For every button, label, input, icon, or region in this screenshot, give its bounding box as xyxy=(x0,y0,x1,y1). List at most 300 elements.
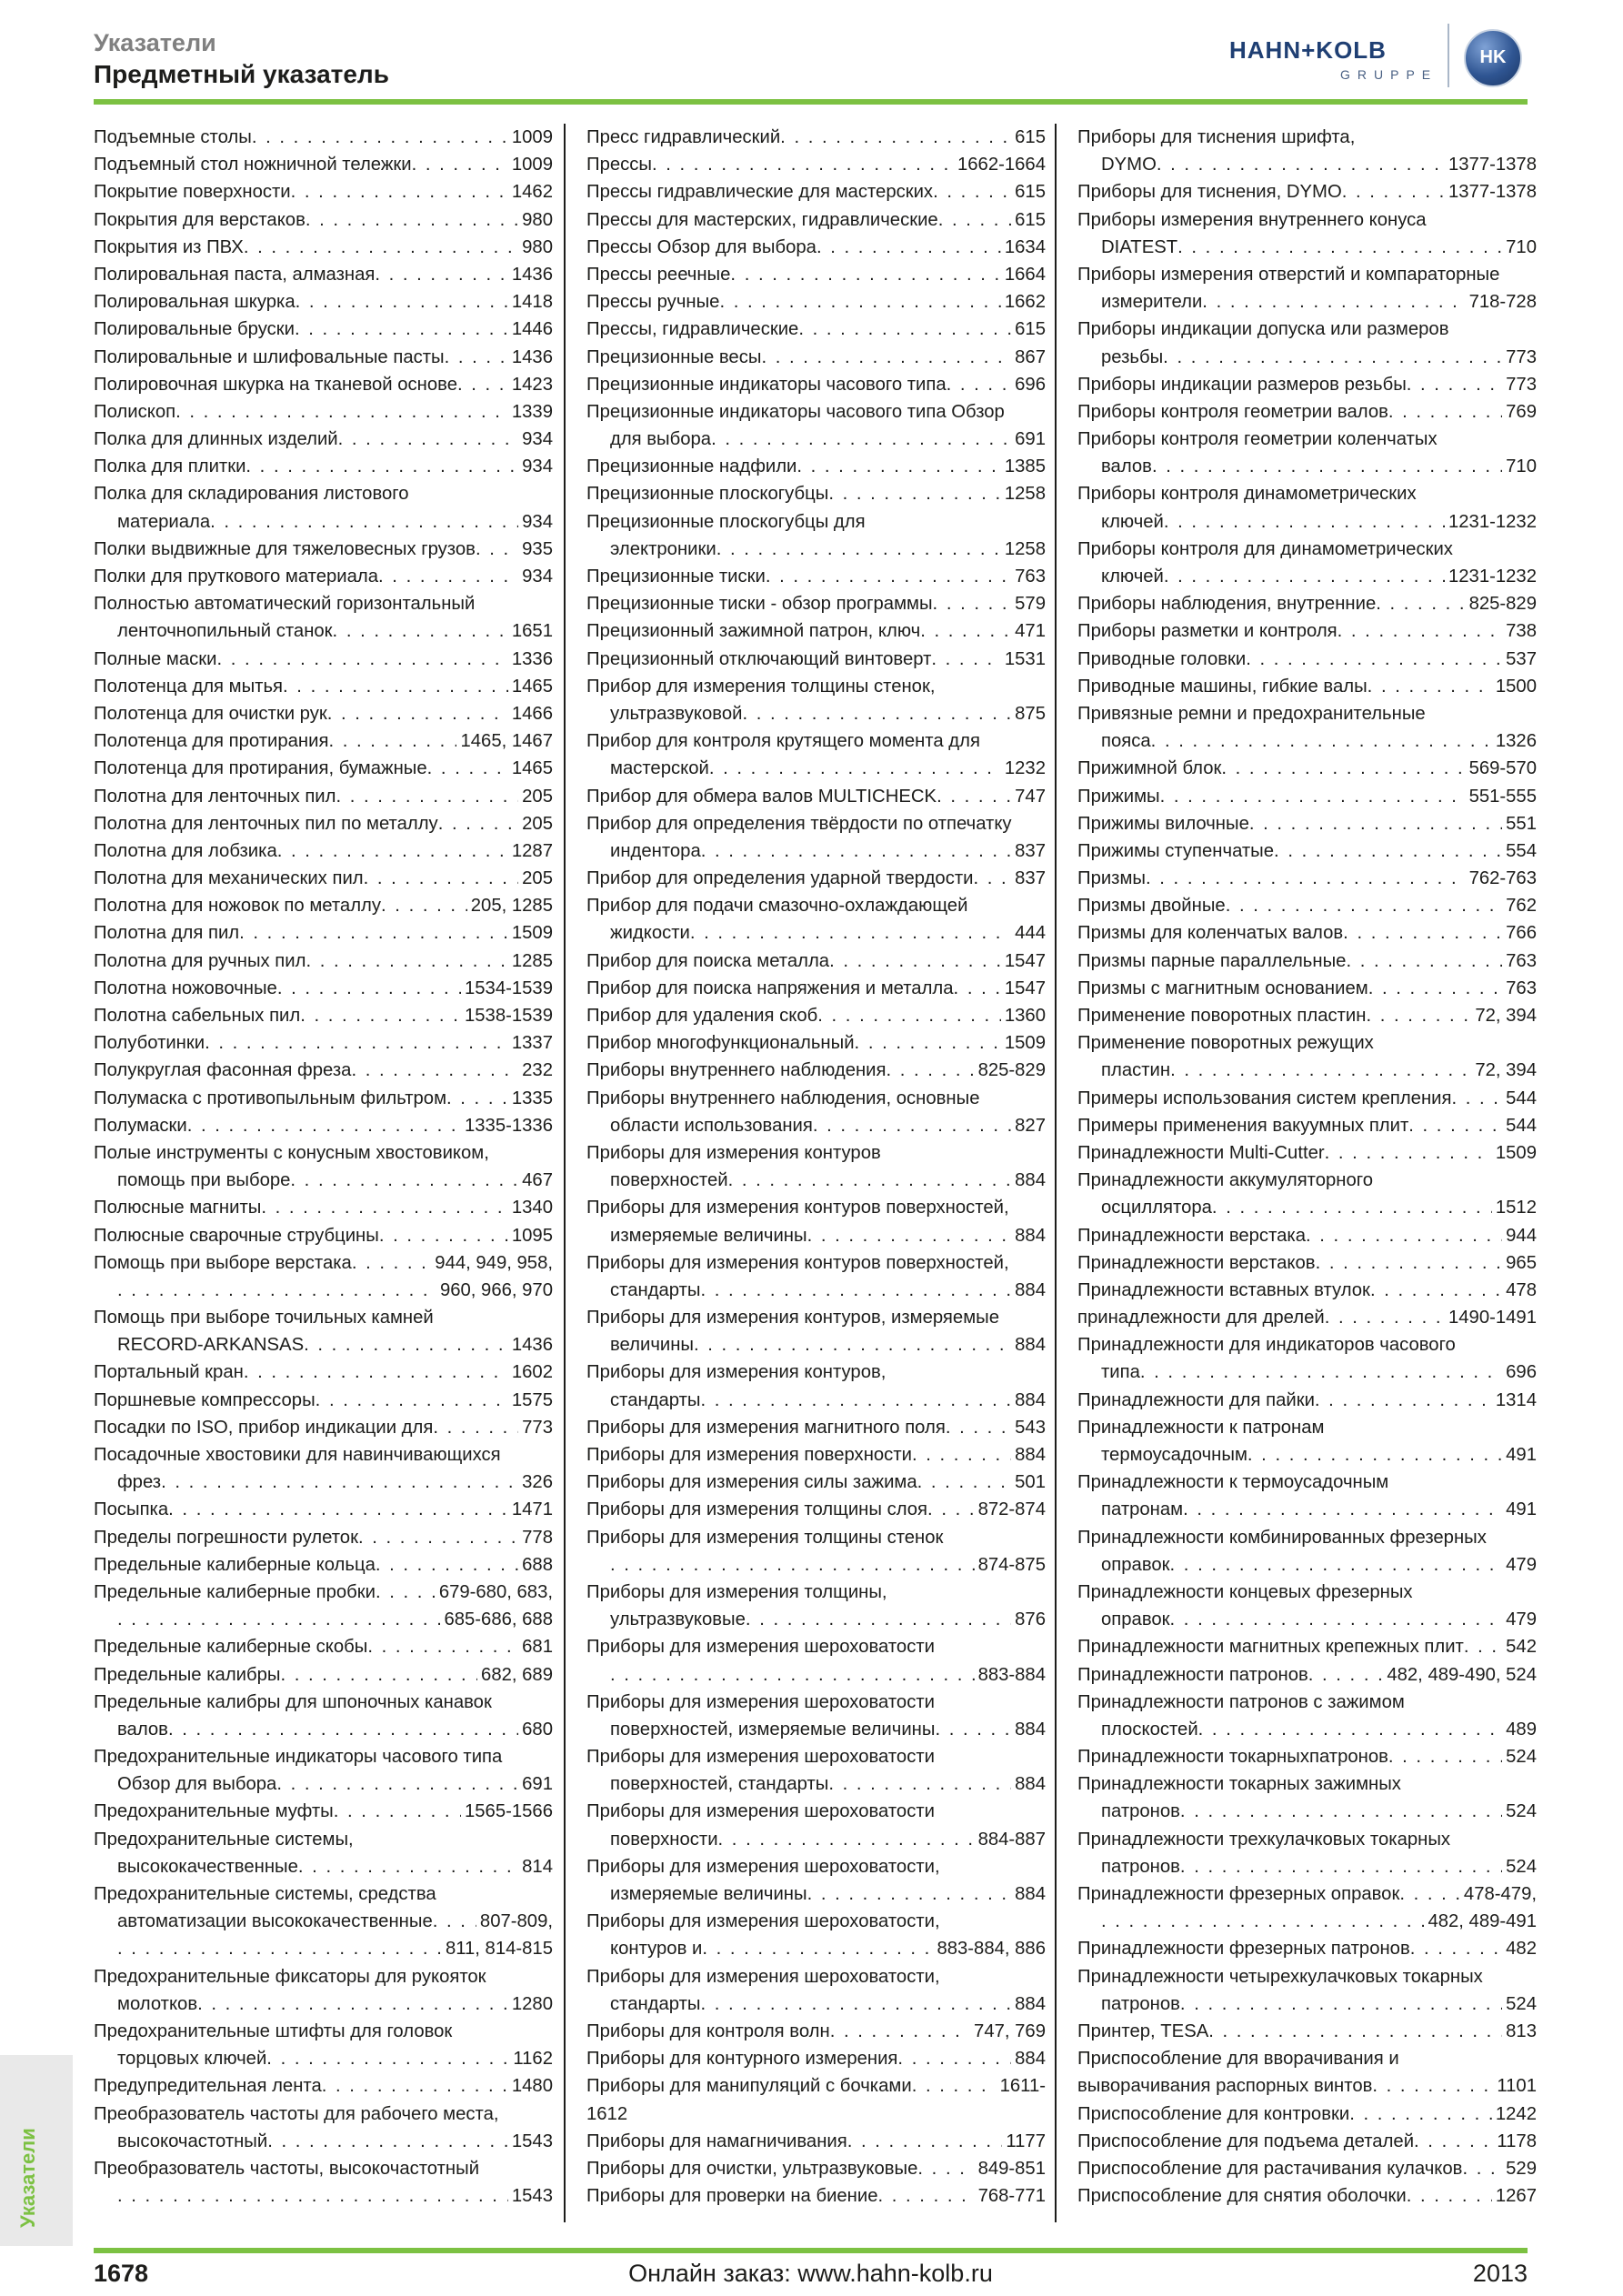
entry-page-ref[interactable]: 551 xyxy=(1506,813,1537,834)
entry-page-ref[interactable]: 1565-1566 xyxy=(465,1801,553,1822)
dot-leader xyxy=(1308,1661,1384,1689)
entry-page-ref[interactable]: 1336 xyxy=(511,648,553,669)
dot-leader xyxy=(1366,1002,1471,1029)
entry-page-ref[interactable]: 960, 966, 970 xyxy=(439,1279,553,1300)
entry-term: Прецизионные весы xyxy=(586,346,762,367)
entry-page-ref[interactable]: 980 xyxy=(522,236,553,257)
entry-page-ref[interactable]: 766 xyxy=(1506,923,1537,944)
entry-page-ref[interactable]: 935 xyxy=(522,538,553,559)
entry-page-ref[interactable]: 1662-1664 xyxy=(957,155,1046,175)
entry-page-ref[interactable]: 1471 xyxy=(511,1499,553,1520)
dot-leader xyxy=(375,261,508,288)
index-entry: Принадлежности токарных зажимных xyxy=(1077,1774,1401,1795)
entry-page-ref[interactable]: 1242 xyxy=(1495,2103,1537,2124)
entry-page-ref[interactable]: 874-875 xyxy=(977,1554,1046,1575)
index-entry: Предохранительные фиксаторы для рукояток xyxy=(94,1966,486,1987)
entry-page-ref[interactable]: 884 xyxy=(1015,1884,1046,1904)
dot-leader xyxy=(364,865,519,892)
dot-leader xyxy=(205,1029,508,1057)
entry-page-ref[interactable]: 768-771 xyxy=(977,2186,1046,2207)
entry-page-ref[interactable]: 762-763 xyxy=(1468,868,1537,889)
entry-page-ref[interactable]: 980 xyxy=(522,209,553,230)
entry-page-ref[interactable]: 688 xyxy=(522,1554,553,1575)
dot-leader xyxy=(175,398,508,426)
entry-page-ref[interactable]: 813 xyxy=(1506,2020,1537,2041)
page-title: Предметный указатель xyxy=(94,60,389,88)
entry-page-ref[interactable]: 524 xyxy=(1506,1747,1537,1768)
dot-leader xyxy=(1306,1222,1502,1249)
entry-term: Призмы двойные xyxy=(1077,896,1226,917)
entry-page-ref[interactable]: 491 xyxy=(1506,1445,1537,1465)
entry-term: Приспособление для растачивания кулачков xyxy=(1077,2158,1463,2179)
entry-page-ref[interactable]: 685-686, 688 xyxy=(444,1609,553,1630)
entry-page-ref[interactable]: 944 xyxy=(1506,1225,1537,1246)
entry-page-ref[interactable]: 1634 xyxy=(1004,236,1046,257)
dot-leader xyxy=(476,536,518,563)
entry-term: молотков xyxy=(117,1993,198,2014)
entry-page-ref[interactable]: 444 xyxy=(1015,923,1046,944)
entry-page-ref[interactable]: 1543 xyxy=(511,2186,553,2207)
entry-page-ref[interactable]: 680 xyxy=(522,1719,553,1740)
index-entry xyxy=(94,1249,553,1277)
entry-page-ref[interactable]: 1465 xyxy=(511,676,553,697)
entry-page-ref[interactable]: 825-829 xyxy=(1468,594,1537,615)
entry-page-ref[interactable]: 884 xyxy=(1015,1993,1046,2014)
side-tab-label: Указатели xyxy=(16,2128,39,2228)
entry-page-ref[interactable]: 825-829 xyxy=(977,1060,1046,1081)
entry-page-ref[interactable]: 884 xyxy=(1015,1335,1046,1356)
entry-page-ref[interactable]: 884-887 xyxy=(977,1829,1046,1850)
entry-page-ref[interactable]: 529 xyxy=(1506,2158,1537,2179)
index-entry xyxy=(94,563,553,590)
entry-page-ref[interactable]: 537 xyxy=(1506,648,1537,669)
index-entry xyxy=(94,536,553,563)
entry-page-ref[interactable]: 1285 xyxy=(511,950,553,971)
entry-term: Полотна для пил xyxy=(94,923,240,944)
entry-page-ref[interactable]: 1418 xyxy=(511,292,553,313)
entry-page-ref[interactable]: 738 xyxy=(1506,621,1537,642)
entry-page-ref[interactable]: 1509 xyxy=(1004,1033,1046,1054)
entry-page-ref[interactable]: 1538-1539 xyxy=(465,1006,553,1026)
entry-page-ref[interactable]: 1547 xyxy=(1004,950,1046,971)
entry-term: фрез xyxy=(117,1472,162,1493)
entry-page-ref[interactable]: 1465 xyxy=(511,758,553,779)
index-entry xyxy=(1077,727,1537,755)
dot-leader xyxy=(378,563,518,590)
entry-page-ref[interactable]: 884 xyxy=(1015,1170,1046,1191)
entry-page-ref[interactable]: 883-884, 886 xyxy=(937,1939,1046,1960)
entry-page-ref[interactable]: 934 xyxy=(522,456,553,477)
entry-page-ref[interactable]: 544 xyxy=(1506,1115,1537,1136)
entry-page-ref[interactable]: 1232 xyxy=(1004,758,1046,779)
entry-term: Принадлежности верстака xyxy=(1077,1225,1307,1246)
entry-page-ref[interactable]: 679-680, 683, xyxy=(438,1581,553,1602)
entry-page-ref[interactable]: 1231-1232 xyxy=(1448,566,1537,587)
entry-page-ref[interactable]: 944, 949, 958, xyxy=(435,1252,553,1273)
entry-page-ref[interactable]: 763 xyxy=(1015,566,1046,587)
index-entry xyxy=(1077,2100,1537,2128)
index-entry xyxy=(1077,947,1537,975)
entry-page-ref[interactable]: 579 xyxy=(1015,594,1046,615)
entry-page-ref[interactable]: 615 xyxy=(1015,182,1046,203)
dot-leader xyxy=(1337,617,1503,645)
dot-leader xyxy=(711,426,1011,453)
entry-page-ref[interactable]: 479 xyxy=(1506,1609,1537,1630)
entry-term: Примеры применения вакуумных плит xyxy=(1077,1115,1409,1136)
entry-page-ref[interactable]: 778 xyxy=(522,1527,553,1548)
entry-term: Предельные калибры xyxy=(94,1664,281,1685)
entry-page-ref[interactable]: 1314 xyxy=(1495,1389,1537,1410)
entry-page-ref[interactable]: 1326 xyxy=(1495,731,1537,752)
entry-page-ref[interactable]: 876 xyxy=(1015,1609,1046,1630)
index-entry: Предохранительные штифты для головок xyxy=(94,2020,453,2041)
entry-page-ref[interactable]: 326 xyxy=(522,1472,553,1493)
entry-term: Полуботинки xyxy=(94,1033,205,1054)
entry-term: автоматизации высококачественные xyxy=(117,1911,433,1932)
entry-page-ref[interactable]: 1480 xyxy=(511,2076,553,2097)
index-entry xyxy=(586,783,1046,810)
entry-term: измеряемые величины xyxy=(610,1225,807,1246)
entry-page-ref[interactable]: 1258 xyxy=(1004,538,1046,559)
dot-leader xyxy=(931,646,1000,673)
dot-leader xyxy=(1370,1277,1502,1304)
index-entry xyxy=(586,1002,1046,1029)
entry-page-ref[interactable]: 773 xyxy=(522,1417,553,1438)
entry-term: Полотенца для протирания xyxy=(94,731,329,752)
entry-page-ref[interactable]: 875 xyxy=(1015,703,1046,724)
entry-page-ref[interactable]: 205 xyxy=(522,813,553,834)
dot-leader xyxy=(954,975,1001,1002)
entry-term: патронам xyxy=(1101,1499,1184,1520)
entry-page-ref[interactable]: 763 xyxy=(1506,978,1537,998)
index-entry xyxy=(94,453,553,480)
entry-page-ref[interactable]: 1436 xyxy=(511,346,553,367)
index-entry: Принадлежности к патронам xyxy=(1077,1417,1325,1438)
entry-page-ref[interactable]: 471 xyxy=(1015,621,1046,642)
entry-page-ref[interactable]: 1543 xyxy=(511,2131,553,2151)
entry-page-ref[interactable]: 1534-1539 xyxy=(465,978,553,998)
entry-page-ref[interactable]: 696 xyxy=(1506,1362,1537,1383)
entry-term: осциллятора xyxy=(1101,1198,1212,1218)
dot-leader xyxy=(817,1002,1001,1029)
entry-page-ref[interactable]: 1178 xyxy=(1497,2131,1537,2151)
entry-term: Прессы ручные xyxy=(586,292,720,313)
entry-page-ref[interactable]: 1258 xyxy=(1004,484,1046,505)
entry-page-ref[interactable]: 849-851 xyxy=(977,2158,1046,2179)
index-entry: Принадлежности к термоусадочным xyxy=(1077,1472,1389,1493)
entry-page-ref[interactable]: 1339 xyxy=(511,401,553,422)
dot-leader xyxy=(1157,151,1445,178)
entry-page-ref[interactable]: 807-809, xyxy=(479,1911,553,1932)
entry-term: Полировочная шкурка на тканевой основе xyxy=(94,374,457,395)
dot-leader xyxy=(1146,865,1466,892)
entry-page-ref[interactable]: 1500 xyxy=(1495,676,1537,697)
index-entry xyxy=(586,2018,1046,2045)
dot-leader xyxy=(937,783,1011,810)
entry-page-ref[interactable]: 542 xyxy=(1506,1637,1537,1658)
entry-term: Принадлежности верстаков xyxy=(1077,1252,1316,1273)
entry-page-ref[interactable]: 1462 xyxy=(511,182,553,203)
dot-leader xyxy=(938,206,1011,234)
dot-leader xyxy=(718,1826,975,1853)
entry-term: контуров и xyxy=(610,1939,703,1960)
index-entry xyxy=(1077,590,1537,617)
entry-term: Прижимы вилочные xyxy=(1077,813,1249,834)
dot-leader xyxy=(701,1990,1012,2018)
entry-page-ref[interactable]: 884 xyxy=(1015,1774,1046,1795)
entry-page-ref[interactable]: 747, 769 xyxy=(974,2020,1046,2041)
index-entry xyxy=(94,783,553,810)
entry-page-ref[interactable]: 884 xyxy=(1015,1389,1046,1410)
entry-page-ref[interactable]: 1009 xyxy=(511,127,553,147)
index-entry: Приборы внутреннего наблюдения, основные xyxy=(586,1088,980,1108)
entry-page-ref[interactable]: 501 xyxy=(1015,1472,1046,1493)
entry-page-ref[interactable]: 524 xyxy=(1506,1801,1537,1822)
entry-page-ref[interactable]: 551-555 xyxy=(1468,786,1537,807)
index-entry: Принадлежности трехкулачковых токарных xyxy=(1077,1829,1451,1850)
entry-page-ref[interactable]: 710 xyxy=(1506,456,1537,477)
entry-page-ref[interactable]: 1385 xyxy=(1004,456,1046,477)
entry-page-ref[interactable]: 837 xyxy=(1015,840,1046,861)
entry-page-ref[interactable]: 1509 xyxy=(511,923,553,944)
index-entry: Полка для складирования листового xyxy=(94,484,409,505)
entry-term: стандарты xyxy=(610,1279,701,1300)
index-entry xyxy=(94,508,553,536)
entry-page-ref[interactable]: 569-570 xyxy=(1468,758,1537,779)
entry-page-ref[interactable]: 763 xyxy=(1506,950,1537,971)
order-url[interactable]: Онлайн заказ: www.hahn-kolb.ru xyxy=(628,2260,993,2287)
dot-leader xyxy=(1164,508,1445,536)
index-entry xyxy=(586,617,1046,645)
entry-term: Принадлежности вставных втулок xyxy=(1077,1279,1370,1300)
entry-page-ref[interactable]: 884 xyxy=(1015,1445,1046,1465)
entry-page-ref[interactable]: 478-479, xyxy=(1463,1884,1537,1904)
entry-page-ref[interactable]: 524 xyxy=(1506,1856,1537,1877)
index-entry xyxy=(94,426,553,453)
entry-page-ref[interactable]: 1436 xyxy=(511,1335,553,1356)
index-entry xyxy=(94,646,553,673)
dot-leader xyxy=(1180,1798,1502,1825)
dot-leader xyxy=(1249,810,1502,837)
index-entry xyxy=(1077,1551,1537,1579)
entry-page-ref[interactable]: 1377-1378 xyxy=(1448,155,1537,175)
entry-page-ref[interactable]: 769 xyxy=(1506,401,1537,422)
entry-page-ref[interactable]: 1512 xyxy=(1495,1198,1537,1218)
entry-page-ref[interactable]: 1446 xyxy=(511,319,553,340)
entry-page-ref[interactable]: 872-874 xyxy=(977,1499,1046,1520)
dot-leader xyxy=(261,1194,508,1221)
dot-leader xyxy=(694,1331,1011,1359)
entry-page-ref[interactable]: 814 xyxy=(522,1856,553,1877)
index-entry xyxy=(94,755,553,782)
entry-page-ref[interactable]: 1231-1232 xyxy=(1448,511,1537,532)
entry-page-ref[interactable]: 965 xyxy=(1506,1252,1537,1273)
entry-page-ref[interactable]: 544 xyxy=(1506,1088,1537,1108)
dot-leader xyxy=(197,1990,508,2018)
entry-page-ref[interactable]: 1162 xyxy=(513,2049,553,2070)
entry-page-ref[interactable]: 1267 xyxy=(1495,2186,1537,2207)
entry-page-ref[interactable]: 883-884 xyxy=(977,1664,1046,1685)
entry-term: принадлежности для дрелей xyxy=(1077,1308,1325,1328)
entry-page-ref[interactable]: 1423 xyxy=(511,374,553,395)
entry-page-ref[interactable]: 1335-1336 xyxy=(465,1115,553,1136)
entry-page-ref[interactable]: 867 xyxy=(1015,346,1046,367)
entry-page-ref[interactable]: 1547 xyxy=(1004,978,1046,998)
index-entry xyxy=(586,124,1046,151)
entry-page-ref[interactable]: 811, 814-815 xyxy=(445,1939,553,1960)
entry-page-ref[interactable]: 1009 xyxy=(511,155,553,175)
index-entry xyxy=(1077,1606,1537,1633)
entry-term: величины xyxy=(610,1335,694,1356)
entry-page-ref[interactable]: 1095 xyxy=(511,1225,553,1246)
entry-page-ref[interactable]: 747 xyxy=(1015,786,1046,807)
dot-leader xyxy=(217,646,508,673)
dot-leader xyxy=(1407,371,1502,398)
entry-page-ref[interactable]: 681 xyxy=(522,1637,553,1658)
entry-page-ref[interactable]: 827 xyxy=(1015,1115,1046,1136)
entry-page-ref[interactable]: 482, 489-490, 524 xyxy=(1387,1664,1537,1685)
entry-page-ref[interactable]: 72, 394 xyxy=(1475,1060,1537,1081)
entry-term: Приборы для очистки, ультразвуковые xyxy=(586,2158,918,2179)
entry-term: Полотенца для мытья xyxy=(94,676,284,697)
entry-term: стандарты xyxy=(610,1389,701,1410)
dot-leader xyxy=(338,426,519,453)
entry-term: Принадлежности патронов xyxy=(1077,1664,1308,1685)
entry-page-ref[interactable]: 479 xyxy=(1506,1554,1537,1575)
entry-term: Портальный кран xyxy=(94,1362,244,1383)
entry-page-ref[interactable]: 1531 xyxy=(1004,648,1046,669)
entry-page-ref[interactable]: 524 xyxy=(1506,1993,1537,2014)
entry-page-ref[interactable]: 682, 689 xyxy=(481,1664,553,1685)
entry-term: поверхностей xyxy=(610,1170,728,1191)
entry-page-ref[interactable]: 1335 xyxy=(511,1088,553,1108)
entry-page-ref[interactable]: 1490-1491 xyxy=(1448,1308,1537,1328)
entry-page-ref[interactable]: 482 xyxy=(1506,1939,1537,1960)
entry-page-ref[interactable]: 710 xyxy=(1506,236,1537,257)
entry-page-ref[interactable]: 467 xyxy=(522,1170,553,1191)
entry-page-ref[interactable]: 478 xyxy=(1506,1279,1537,1300)
index-entry: Приборы контроля динамометрических xyxy=(1077,484,1417,505)
entry-page-ref[interactable]: 232 xyxy=(522,1060,553,1081)
entry-page-ref[interactable]: 691 xyxy=(522,1774,553,1795)
index-entry: Прецизионные индикаторы часового типа Обзор xyxy=(586,401,1005,422)
index-entry xyxy=(586,1496,1046,1523)
entry-page-ref[interactable]: 934 xyxy=(522,429,553,450)
entry-term: Приборы для измерения поверхности xyxy=(586,1445,912,1465)
entry-page-ref[interactable]: 884 xyxy=(1015,2049,1046,2070)
entry-page-ref[interactable]: 205, 1285 xyxy=(470,896,553,917)
entry-page-ref[interactable]: 615 xyxy=(1015,127,1046,147)
entry-term: Прессы Обзор для выбора xyxy=(586,236,817,257)
index-entry: Приборы контроля для динамометрических xyxy=(1077,538,1453,559)
entry-page-ref[interactable]: 615 xyxy=(1015,209,1046,230)
entry-page-ref[interactable]: 205 xyxy=(522,868,553,889)
index-entry xyxy=(1077,837,1537,865)
entry-page-ref[interactable]: 72, 394 xyxy=(1475,1006,1537,1026)
index-entry xyxy=(94,1524,553,1551)
entry-page-ref[interactable]: 1602 xyxy=(511,1362,553,1383)
entry-page-ref[interactable]: 554 xyxy=(1506,840,1537,861)
index-entry xyxy=(94,865,553,892)
entry-page-ref[interactable]: 773 xyxy=(1506,374,1537,395)
entry-page-ref[interactable]: 1101 xyxy=(1497,2076,1537,2097)
entry-page-ref[interactable]: 884 xyxy=(1015,1719,1046,1740)
entry-page-ref[interactable]: 1340 xyxy=(511,1198,553,1218)
entry-term: Полотна для ленточных пил по металлу xyxy=(94,813,438,834)
index-entry xyxy=(1077,810,1537,837)
index-entry xyxy=(586,453,1046,480)
entry-term: плоскостей xyxy=(1101,1719,1198,1740)
entry-page-ref[interactable]: 1575 xyxy=(511,1389,553,1410)
index-entry xyxy=(94,1331,553,1359)
index-entry xyxy=(94,1414,553,1441)
footer-rule xyxy=(94,2248,1528,2253)
entry-page-ref[interactable]: 615 xyxy=(1015,319,1046,340)
entry-page-ref[interactable]: 696 xyxy=(1015,374,1046,395)
entry-page-ref[interactable]: 884 xyxy=(1015,1279,1046,1300)
entry-page-ref[interactable]: 543 xyxy=(1015,1417,1046,1438)
entry-page-ref[interactable]: 1177 xyxy=(1006,2131,1046,2151)
entry-term: Прецизионные тиски - обзор программы xyxy=(586,594,933,615)
dot-leader xyxy=(117,1606,440,1633)
entry-page-ref[interactable]: 1509 xyxy=(1495,1142,1537,1163)
index-entry xyxy=(1077,673,1537,700)
entry-term: Приборы для намагничивания xyxy=(586,2131,847,2151)
entry-page-ref[interactable]: 1287 xyxy=(511,840,553,861)
entry-page-ref[interactable]: 934 xyxy=(522,566,553,587)
entry-page-ref[interactable]: 1360 xyxy=(1004,1006,1046,1026)
entry-term: Прессы xyxy=(586,155,652,175)
entry-page-ref[interactable]: 205 xyxy=(522,786,553,807)
dot-leader xyxy=(652,151,954,178)
entry-page-ref[interactable]: 1664 xyxy=(1004,264,1046,285)
entry-page-ref[interactable]: 1466 xyxy=(511,703,553,724)
dot-leader xyxy=(381,892,467,919)
entry-term: Приборы для контурного измерения xyxy=(586,2049,898,2070)
entry-page-ref[interactable]: 1662 xyxy=(1004,292,1046,313)
dot-leader xyxy=(298,1853,518,1880)
dot-leader xyxy=(709,755,1001,782)
entry-page-ref[interactable]: 482, 489-491 xyxy=(1428,1911,1537,1932)
entry-page-ref[interactable]: 691 xyxy=(1015,429,1046,450)
entry-page-ref[interactable]: 489 xyxy=(1506,1719,1537,1740)
entry-page-ref[interactable]: 837 xyxy=(1015,868,1046,889)
dot-leader xyxy=(333,617,508,645)
index-entry xyxy=(1077,1139,1537,1167)
dot-leader xyxy=(295,316,508,343)
entry-page-ref[interactable]: 718-728 xyxy=(1468,292,1537,313)
entry-page-ref[interactable]: 1651 xyxy=(511,621,553,642)
entry-page-ref[interactable]: 773 xyxy=(1506,346,1537,367)
entry-page-ref[interactable]: 491 xyxy=(1506,1499,1537,1520)
index-entry xyxy=(586,1057,1046,1084)
entry-page-ref[interactable]: 1377-1378 xyxy=(1448,182,1537,203)
index-entry xyxy=(586,1029,1046,1057)
index-entry xyxy=(1077,1085,1537,1112)
entry-page-ref[interactable]: 934 xyxy=(522,511,553,532)
entry-page-ref[interactable]: 1611- xyxy=(999,2076,1046,2097)
section-title: Указатели xyxy=(94,29,216,56)
index-entry xyxy=(94,1579,553,1606)
entry-page-ref[interactable]: 1337 xyxy=(511,1033,553,1054)
entry-page-ref[interactable]: 1436 xyxy=(511,264,553,285)
index-entry xyxy=(94,1606,553,1633)
entry-page-ref[interactable]: 762 xyxy=(1506,896,1537,917)
entry-page-ref[interactable]: 1280 xyxy=(511,1993,553,2014)
entry-page-ref[interactable]: 1465, 1467 xyxy=(460,731,553,752)
entry-page-ref[interactable]: 884 xyxy=(1015,1225,1046,1246)
dot-leader xyxy=(117,2182,508,2210)
